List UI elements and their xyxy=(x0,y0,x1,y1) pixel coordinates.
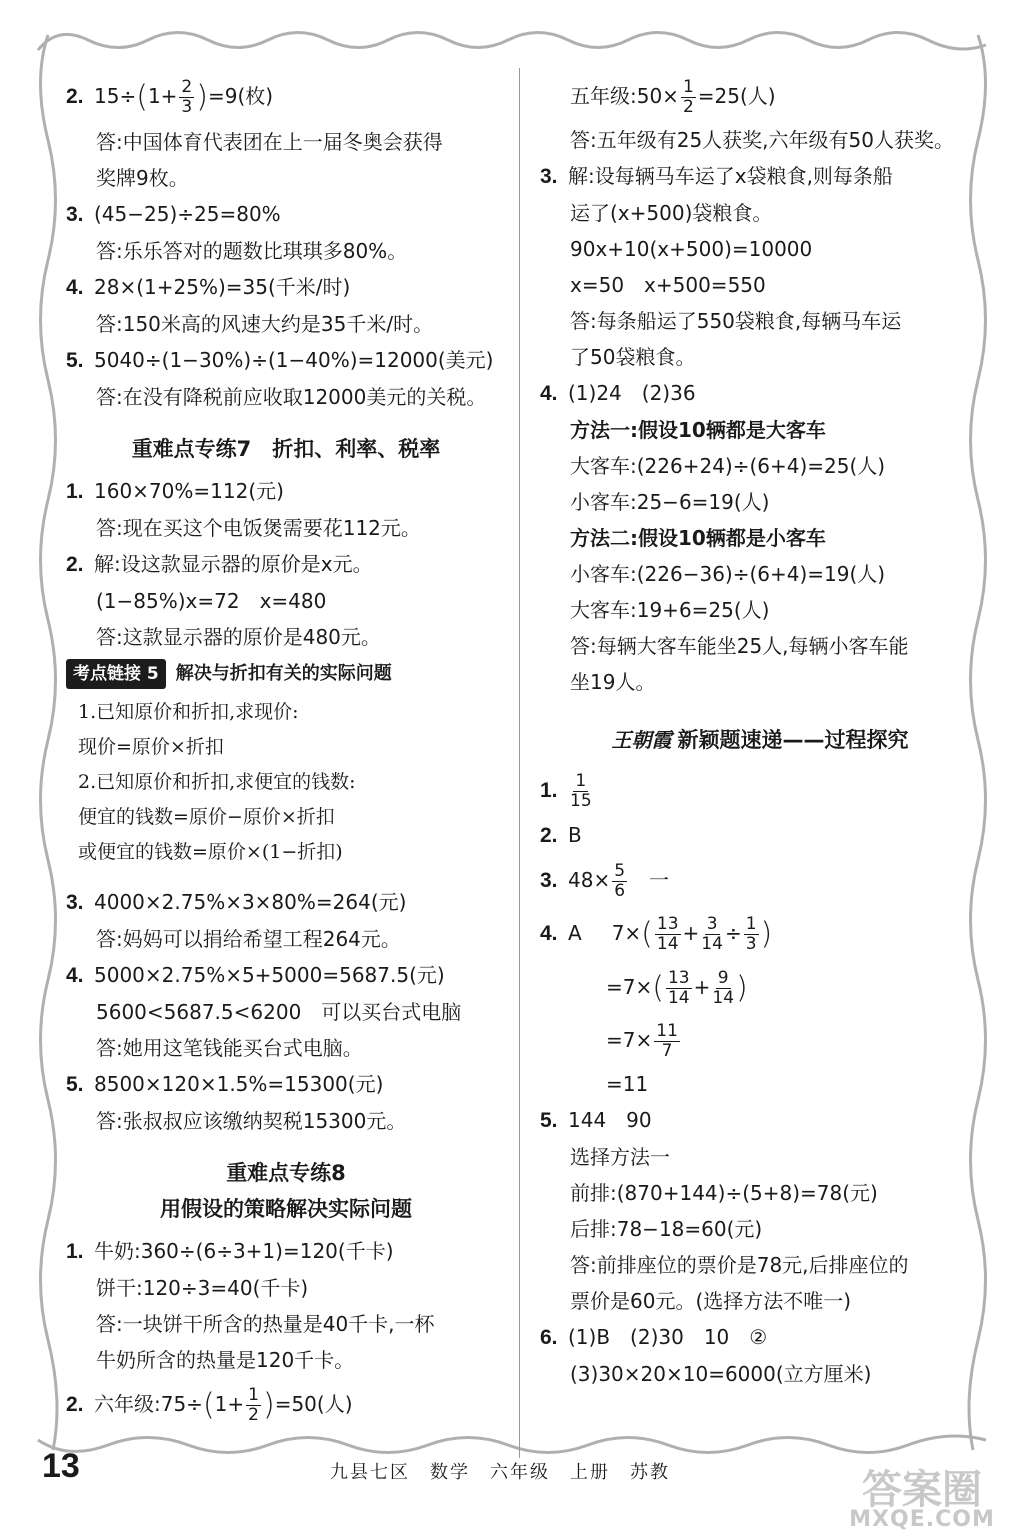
equation-text: x=50 x+500=550 xyxy=(570,273,766,297)
method-label: 方法一:假设10辆都是大客车 xyxy=(570,418,826,442)
answer-text: 奖牌9枚。 xyxy=(96,165,189,190)
equation-text: 5600<5687.5<6200 可以买台式电脑 xyxy=(96,999,462,1024)
page-number: 13 xyxy=(42,1447,80,1485)
fraction: $\frac{11}{7}$ xyxy=(656,1021,678,1061)
watermark-logo: 答案圈 MXQE.COM xyxy=(849,1467,995,1532)
s8-answer-2-equation: 2. 六年级:75÷(1+ $\frac{1}{2}$ )=50(人) xyxy=(66,1384,353,1425)
note-line: 或便宜的钱数=原价×(1−折扣) xyxy=(78,840,343,863)
fraction: $\frac{1}{2}$ xyxy=(248,1384,259,1425)
answer-text: 答:150米高的风速大约是35千米/时。 xyxy=(96,311,434,336)
answer-text: 答:她用这笔钱能买台式电脑。 xyxy=(96,1035,363,1060)
equation-text: 小客车:(226−36)÷(6+4)=19(人) xyxy=(570,562,886,586)
answer-text: 答:五年级有25人获奖,六年级有50人获奖。 xyxy=(570,128,954,152)
equation-text: =9(枚) xyxy=(207,84,274,108)
equation-text: 饼干:120÷3=40(千卡) xyxy=(96,1275,309,1300)
section-heading-8: 重难点专练8 xyxy=(226,1160,346,1185)
fraction: $\frac{9}{14}$ xyxy=(712,967,735,1008)
answer-text: 答:现在买这个电饭煲需要花112元。 xyxy=(96,515,421,540)
knowledge-link-badge: 考点链接 5 xyxy=(66,659,166,689)
equation-step: =11 xyxy=(606,1072,649,1096)
equation-text: 运了(x+500)袋粮食。 xyxy=(570,201,773,225)
section-subheading-8: 用假设的策略解决实际问题 xyxy=(160,1196,412,1221)
answer-text: 答:乐乐答对的题数比琪琪多80%。 xyxy=(96,238,408,263)
new-answer-5: 5. 144 90 xyxy=(540,1108,652,1132)
new-answer-4: 4. A 7×( $\frac{13}{14}$ + $\frac{3}{14}$ ÷ $\frac{1}{3}$ ) xyxy=(540,914,773,954)
answer-3-line: 3. 解:设每辆马车运了x袋粮食,则每条船 xyxy=(540,164,893,188)
fraction: $\frac{1}{3}$ xyxy=(745,914,757,954)
answer-5-equation: 5. 5040÷(1−30%)÷(1−40%)=12000(美元) xyxy=(66,347,494,372)
continued-equation: 五年级:50× $\frac{1}{2}$ =25(人) xyxy=(570,77,776,117)
brand-logo: 王朝霞 xyxy=(611,728,672,752)
equation-step: =7×( $\frac{13}{14}$ + $\frac{9}{14}$ ) xyxy=(606,967,748,1008)
right-column xyxy=(540,70,980,1392)
method-label: 方法二:假设10辆都是小客车 xyxy=(570,526,826,550)
equation-text: 选择方法一 xyxy=(570,1145,670,1169)
note-line: 现价=原价×折扣 xyxy=(78,735,224,758)
fraction: $\frac{2}{3}$ xyxy=(181,77,193,117)
answer-text: 答:张叔叔应该缴纳契税15300元。 xyxy=(96,1108,407,1133)
fraction: $\frac{13}{14}$ xyxy=(656,914,679,954)
new-answer-2: 2. B xyxy=(540,823,582,847)
fraction: $\frac{5}{6}$ xyxy=(614,861,626,901)
new-answer-3: 3. 48× $\frac{5}{6}$ 一 xyxy=(540,861,670,901)
note-line: 2.已知原价和折扣,求便宜的钱数: xyxy=(78,770,356,793)
equation-text: 大客车:19+6=25(人) xyxy=(570,598,770,622)
answer-4-line: 4. (1)24 (2)36 xyxy=(540,381,696,405)
answer-text: 答:每辆大客车能坐25人,每辆小客车能 xyxy=(570,634,909,658)
answer-text: 了50袋粮食。 xyxy=(570,345,696,369)
equation-text: 1+ xyxy=(147,84,178,108)
equation-step: =7× $\frac{11}{7}$ xyxy=(606,1021,678,1061)
s8-answer-1-line: 1. 牛奶:360÷(6÷3+1)=120(千卡) xyxy=(66,1238,394,1263)
answer-text: 答:妈妈可以捐给希望工程264元。 xyxy=(96,926,401,951)
knowledge-link-bar xyxy=(66,659,506,689)
equation-text: 90x+10(x+500)=10000 xyxy=(570,237,813,261)
equation-text: (1−85%)x=72 x=480 xyxy=(96,588,327,613)
equation-text: (3)30×20×10=6000(立方厘米) xyxy=(570,1362,872,1386)
fraction: $\frac{13}{14}$ xyxy=(667,967,690,1008)
section-title: 新颖题速递——过程探究 xyxy=(677,728,909,752)
answer-text: 答:一块饼干所含的热量是40千卡,一杯 xyxy=(96,1311,435,1336)
equation-text: 前排:(870+144)÷(5+8)=78(元) xyxy=(570,1181,878,1205)
answer-text: 牛奶所含的热量是120千卡。 xyxy=(96,1347,355,1372)
s7-answer-4-equation: 4. 5000×2.75%×5+5000=5687.5(元) xyxy=(66,962,445,987)
section-heading-7: 重难点专练7 折扣、利率、税率 xyxy=(131,436,441,461)
answer-text: 坐19人。 xyxy=(570,670,656,694)
equation-text: 小客车:25−6=19(人) xyxy=(570,490,770,514)
answer-text: 答:在没有降税前应收取12000美元的关税。 xyxy=(96,384,487,409)
s7-answer-2-line: 2. 解:设这款显示器的原价是x元。 xyxy=(66,551,373,576)
fraction: $\frac{1}{2}$ xyxy=(682,77,694,117)
s7-answer-3-equation: 3. 4000×2.75%×3×80%=264(元) xyxy=(66,889,407,914)
answer-text: 答:每条船运了550袋粮食,每辆马车运 xyxy=(570,309,902,333)
answer-text: 答:中国体育代表团在上一届冬奥会获得 xyxy=(96,129,443,154)
equation-text: 15÷ xyxy=(94,84,137,108)
s7-answer-5-equation: 5. 8500×120×1.5%=15300(元) xyxy=(66,1071,384,1096)
fraction: $\frac{1}{15}$ xyxy=(570,771,592,811)
answer-text: 答:这款显示器的原价是480元。 xyxy=(96,624,381,649)
footer-text: 九县七区 数学 六年级 上册 苏教 xyxy=(330,1462,670,1483)
s7-answer-1-equation: 1. 160×70%=112(元) xyxy=(66,478,284,503)
question-number: 2. xyxy=(66,85,84,108)
answer-text: 答:前排座位的票价是78元,后排座位的 xyxy=(570,1253,909,1277)
answer-4-equation: 4. 28×(1+25%)=35(千米/时) xyxy=(66,274,351,299)
answer-text: 票价是60元。(选择方法不唯一) xyxy=(570,1289,852,1313)
note-line: 便宜的钱数=原价−原价×折扣 xyxy=(78,805,335,828)
left-column xyxy=(66,70,506,1431)
column-divider xyxy=(519,68,520,1458)
fraction: $\frac{3}{14}$ xyxy=(701,914,723,954)
equation-text: 大客车:(226+24)÷(6+4)=25(人) xyxy=(570,454,886,478)
knowledge-link-title: 解决与折扣有关的实际问题 xyxy=(175,662,392,684)
answer-3-equation: 3. (45−25)÷25=80% xyxy=(66,201,281,226)
equation-text: 后排:78−18=60(元) xyxy=(570,1217,763,1241)
section-heading-new xyxy=(540,722,980,758)
new-answer-1: 1. $\frac{1}{15}$ xyxy=(540,771,592,811)
note-line: 1.已知原价和折扣,求现价: xyxy=(78,700,299,723)
answer-2-equation: 2. 15÷(1+ $\frac{2}{3}$ )=9(枚) xyxy=(66,70,506,124)
new-answer-6: 6. (1)B (2)30 10 ② xyxy=(540,1325,768,1349)
